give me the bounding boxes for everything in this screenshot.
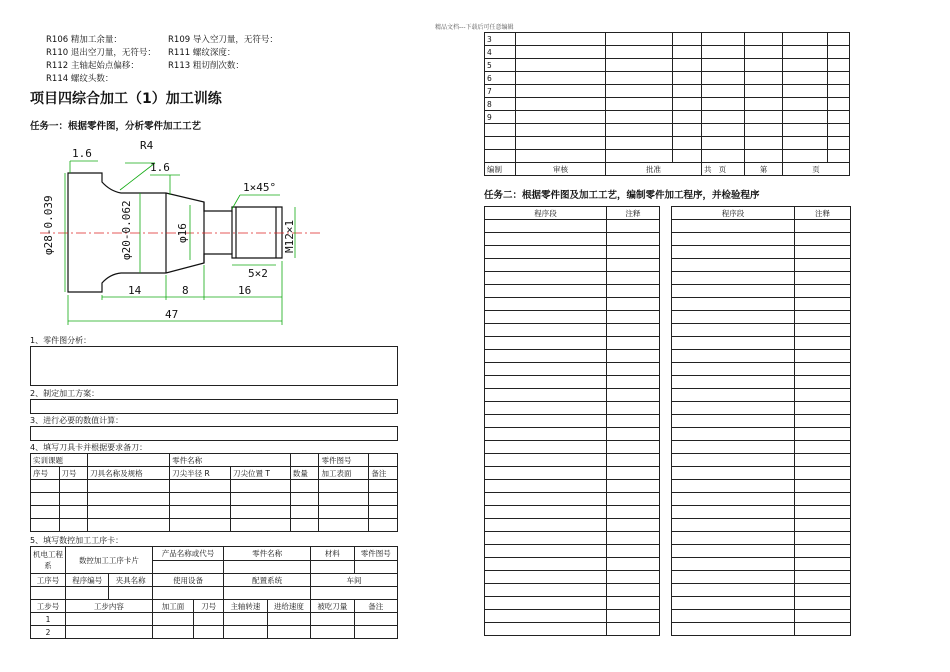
program-cell[interactable]	[795, 441, 851, 454]
dim-undercut: 5×2	[248, 267, 268, 280]
program-cell[interactable]	[485, 389, 607, 402]
program-cell[interactable]	[485, 363, 607, 376]
program-cell[interactable]	[795, 363, 851, 376]
program-cell[interactable]	[607, 467, 660, 480]
process-h1: 零件名称	[224, 547, 311, 561]
program-cell[interactable]	[795, 506, 851, 519]
dim-surface-1: 1.6	[72, 147, 92, 160]
program-cell[interactable]	[795, 467, 851, 480]
param-r114: R114 螺纹头数：	[46, 74, 114, 84]
program-cell[interactable]	[485, 441, 607, 454]
program-cell[interactable]	[485, 324, 607, 337]
tool-card-header: 加工表面	[319, 467, 369, 480]
program-cell[interactable]	[795, 298, 851, 311]
tool-card-header: 刀尖半径 R	[170, 467, 231, 480]
program-cell[interactable]	[607, 623, 660, 636]
right-row-num: 4	[485, 46, 516, 59]
program-cell[interactable]	[672, 441, 795, 454]
footer-page: 页	[718, 164, 727, 174]
program-cell[interactable]	[672, 324, 795, 337]
program-cell[interactable]	[607, 584, 660, 597]
program-cell[interactable]	[607, 610, 660, 623]
dim-dia20: φ20-0.062	[120, 200, 133, 260]
program-cell[interactable]	[485, 493, 607, 506]
right-footer-cell: 第	[745, 163, 783, 176]
program-cell[interactable]	[795, 545, 851, 558]
dim-thread: M12×1	[283, 219, 296, 253]
right-row-num: 8	[485, 98, 516, 111]
program-cell[interactable]	[672, 506, 795, 519]
program-cell[interactable]	[607, 532, 660, 545]
param-r109: R109 导入空刀量，无符号：	[168, 35, 278, 45]
dim-radius: R4	[140, 139, 154, 152]
program-cell[interactable]	[672, 233, 795, 246]
program-cell[interactable]	[607, 506, 660, 519]
program-cell[interactable]	[485, 506, 607, 519]
program-cell[interactable]	[795, 454, 851, 467]
program-cell[interactable]	[795, 519, 851, 532]
param-r106: R106 精加工余量：	[46, 35, 122, 45]
program-cell[interactable]	[672, 389, 795, 402]
process-h3: 刀号	[194, 600, 224, 613]
dim-len47: 47	[165, 308, 179, 321]
program-cell[interactable]	[607, 298, 660, 311]
param-r113: R113 粗切削次数：	[168, 61, 244, 71]
process-h3: 进给速度	[267, 600, 310, 613]
program-cell[interactable]	[607, 480, 660, 493]
program-cell[interactable]	[672, 337, 795, 350]
program-cell[interactable]	[672, 558, 795, 571]
watermark-text: 精品文档---下载后可任意编辑	[435, 24, 514, 31]
program-cell[interactable]	[485, 272, 607, 285]
program-cell[interactable]	[485, 220, 607, 233]
program-table	[671, 206, 851, 636]
right-footer-cell: 审核	[516, 163, 606, 176]
program-cell[interactable]	[485, 532, 607, 545]
program-cell[interactable]	[485, 337, 607, 350]
program-cell[interactable]	[795, 610, 851, 623]
process-h1: 零件图号	[354, 547, 397, 561]
program-cell[interactable]	[795, 493, 851, 506]
process-h1: 产品名称或代号	[152, 547, 223, 561]
program-cell[interactable]	[485, 350, 607, 363]
process-h3: 工步内容	[66, 600, 153, 613]
program-cell[interactable]	[795, 389, 851, 402]
program-cell[interactable]	[672, 246, 795, 259]
program-cell[interactable]	[795, 272, 851, 285]
process-h1: 材料	[311, 547, 354, 561]
process-row-num: 1	[31, 613, 66, 626]
dim-dia16: φ16	[176, 223, 189, 243]
right-row-num: 7	[485, 85, 516, 98]
program-cell[interactable]	[672, 272, 795, 285]
program-cell[interactable]	[672, 584, 795, 597]
program-cell[interactable]	[485, 428, 607, 441]
program-cell[interactable]	[795, 337, 851, 350]
process-h3: 主轴转速	[224, 600, 267, 613]
program-cell[interactable]	[672, 545, 795, 558]
dim-surface-2: 1.6	[150, 161, 170, 174]
tool-card-cell: 零件图号	[319, 454, 369, 467]
tool-card-cell	[88, 454, 170, 467]
calculation-box[interactable]	[30, 426, 398, 441]
param-r112: R112 主轴起始点偏移：	[46, 61, 139, 71]
program-cell[interactable]	[795, 324, 851, 337]
right-row-num: 6	[485, 72, 516, 85]
program-cell[interactable]	[485, 285, 607, 298]
program-cell[interactable]	[607, 363, 660, 376]
program-cell[interactable]	[607, 571, 660, 584]
program-cell[interactable]	[485, 402, 607, 415]
program-cell[interactable]	[485, 246, 607, 259]
process-h3: 被吃刀量	[311, 600, 354, 613]
process-card-table	[30, 546, 398, 639]
program-cell[interactable]	[672, 480, 795, 493]
program-cell[interactable]	[607, 259, 660, 272]
section-5-label: 5、填写数控加工工序卡：	[30, 536, 124, 545]
tool-card-header: 刀具名称及规格	[88, 467, 170, 480]
program-cell[interactable]	[607, 389, 660, 402]
program-cell[interactable]	[607, 519, 660, 532]
process-h3: 加工面	[152, 600, 193, 613]
dim-len8: 8	[182, 284, 189, 297]
process-h2: 车间	[311, 574, 398, 587]
program-cell[interactable]	[672, 454, 795, 467]
part-drawing	[30, 135, 330, 330]
dim-len14: 14	[128, 284, 142, 297]
program-cell[interactable]	[607, 246, 660, 259]
program-cell[interactable]	[672, 610, 795, 623]
program-cell[interactable]	[672, 220, 795, 233]
program-header: 注释	[795, 207, 851, 220]
program-cell[interactable]	[795, 246, 851, 259]
process-h2: 配置系统	[224, 574, 311, 587]
program-cell[interactable]	[795, 584, 851, 597]
program-cell[interactable]	[672, 376, 795, 389]
program-cell[interactable]	[485, 571, 607, 584]
process-h2: 工序号	[31, 574, 66, 587]
program-cell[interactable]	[607, 428, 660, 441]
program-cell[interactable]	[795, 350, 851, 363]
program-cell[interactable]	[672, 311, 795, 324]
tool-card-header: 刀尖位置 T	[231, 467, 291, 480]
process-dept: 机电工程系	[31, 547, 66, 574]
section-3-label: 3、进行必要的数值计算：	[30, 416, 124, 425]
program-cell[interactable]	[485, 558, 607, 571]
program-cell[interactable]	[607, 324, 660, 337]
program-cell[interactable]	[485, 610, 607, 623]
program-cell[interactable]	[485, 233, 607, 246]
program-cell[interactable]	[607, 454, 660, 467]
tool-card-cell	[290, 454, 319, 467]
section-2-label: 2、制定加工方案：	[30, 389, 100, 398]
part-analysis-box[interactable]	[30, 346, 398, 386]
program-cell[interactable]	[485, 311, 607, 324]
program-cell[interactable]	[485, 480, 607, 493]
program-cell[interactable]	[485, 597, 607, 610]
tool-card-cell: 零件名称	[170, 454, 291, 467]
program-cell[interactable]	[795, 402, 851, 415]
program-cell[interactable]	[485, 545, 607, 558]
program-cell[interactable]	[795, 220, 851, 233]
process-h2: 使用设备	[152, 574, 223, 587]
program-cell[interactable]	[607, 272, 660, 285]
program-cell[interactable]	[672, 597, 795, 610]
program-cell[interactable]	[795, 532, 851, 545]
program-cell[interactable]	[672, 623, 795, 636]
program-cell[interactable]	[795, 558, 851, 571]
program-cell[interactable]	[607, 285, 660, 298]
param-r110: R110 退出空刀量，无符号：	[46, 48, 156, 58]
program-cell[interactable]	[795, 285, 851, 298]
program-cell[interactable]	[607, 350, 660, 363]
program-cell[interactable]	[607, 311, 660, 324]
program-cell[interactable]	[672, 350, 795, 363]
program-cell[interactable]	[607, 376, 660, 389]
program-cell[interactable]	[607, 337, 660, 350]
process-h2: 夹具名称	[109, 574, 152, 587]
program-cell[interactable]	[795, 233, 851, 246]
process-h3: 备注	[354, 600, 397, 613]
program-cell[interactable]	[672, 428, 795, 441]
process-h3: 工步号	[31, 600, 66, 613]
task1-title: 任务一：根据零件图，分析零件加工工艺	[30, 121, 202, 132]
program-cell[interactable]	[795, 623, 851, 636]
program-cell[interactable]	[485, 454, 607, 467]
program-cell[interactable]	[672, 298, 795, 311]
right-row-num: 3	[485, 33, 516, 46]
task2-title: 任务二：根据零件图及加工工艺，编制零件加工程序，并检验程序	[484, 190, 760, 201]
program-cell[interactable]	[607, 545, 660, 558]
program-cell[interactable]	[672, 467, 795, 480]
program-cell[interactable]	[607, 597, 660, 610]
section-4-label: 4、填写刀具卡并根据要求备刀：	[30, 443, 148, 452]
process-plan-box[interactable]	[30, 399, 398, 414]
program-cell[interactable]	[485, 467, 607, 480]
right-footer-cell	[702, 163, 745, 176]
program-cell[interactable]	[485, 376, 607, 389]
footer-total: 共	[704, 164, 712, 174]
program-cell[interactable]	[672, 363, 795, 376]
program-cell[interactable]	[485, 415, 607, 428]
program-header: 注释	[607, 207, 660, 220]
project-title: 项目四综合加工（1）加工训练	[30, 91, 222, 107]
tool-card-header: 备注	[369, 467, 398, 480]
process-h2: 程序编号	[66, 574, 109, 587]
program-cell[interactable]	[672, 571, 795, 584]
section-1-label: 1、零件图分析：	[30, 336, 92, 345]
program-cell[interactable]	[607, 415, 660, 428]
program-cell[interactable]	[795, 597, 851, 610]
dim-dia28: φ28-0.039	[42, 195, 55, 255]
tool-card-table	[30, 453, 398, 532]
program-table	[484, 206, 660, 636]
program-cell[interactable]	[607, 233, 660, 246]
program-cell[interactable]	[672, 532, 795, 545]
program-cell[interactable]	[672, 493, 795, 506]
program-cell[interactable]	[795, 480, 851, 493]
tool-card-cell	[369, 454, 398, 467]
program-cell[interactable]	[795, 428, 851, 441]
tool-card-header: 刀号	[59, 467, 88, 480]
program-cell[interactable]	[485, 298, 607, 311]
program-cell[interactable]	[672, 402, 795, 415]
tool-card-header: 序号	[31, 467, 60, 480]
program-cell[interactable]	[485, 519, 607, 532]
program-cell[interactable]	[795, 571, 851, 584]
program-cell[interactable]	[672, 519, 795, 532]
tool-card-cell: 实训课题	[31, 454, 88, 467]
program-cell[interactable]	[607, 441, 660, 454]
right-row-num: 5	[485, 59, 516, 72]
program-cell[interactable]	[795, 311, 851, 324]
program-cell[interactable]	[607, 558, 660, 571]
program-header: 程序段	[672, 207, 795, 220]
program-cell[interactable]	[672, 415, 795, 428]
right-process-table	[484, 32, 850, 176]
program-cell[interactable]	[607, 402, 660, 415]
tool-card-header: 数量	[290, 467, 319, 480]
program-cell[interactable]	[485, 623, 607, 636]
program-cell[interactable]	[672, 259, 795, 272]
process-row-num: 2	[31, 626, 66, 639]
program-cell[interactable]	[485, 584, 607, 597]
program-cell[interactable]	[795, 415, 851, 428]
program-cell[interactable]	[485, 259, 607, 272]
right-footer-cell: 页	[783, 163, 850, 176]
process-card-name: 数控加工工序卡片	[66, 547, 153, 574]
program-cell[interactable]	[672, 285, 795, 298]
dim-len16: 16	[238, 284, 252, 297]
program-cell[interactable]	[607, 493, 660, 506]
right-footer-cell: 批准	[606, 163, 702, 176]
dim-chamfer: 1×45°	[243, 181, 277, 194]
right-row-num: 9	[485, 111, 516, 124]
program-cell[interactable]	[607, 220, 660, 233]
program-cell[interactable]	[795, 259, 851, 272]
right-footer-cell: 编制	[485, 163, 516, 176]
program-cell[interactable]	[795, 376, 851, 389]
param-r111: R111 螺纹深度：	[168, 48, 236, 58]
program-header: 程序段	[485, 207, 607, 220]
